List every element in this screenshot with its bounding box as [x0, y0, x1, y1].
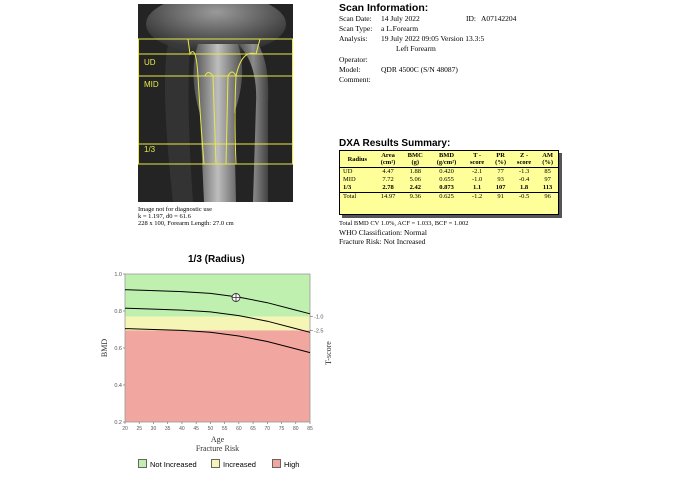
results-cell: -0.5 — [511, 193, 537, 202]
results-cell: 91 — [490, 193, 511, 202]
operator-label: Operator: — [339, 55, 368, 64]
results-cell: Total — [340, 193, 375, 202]
results-cell: 77 — [497, 168, 504, 175]
results-header-5 — [490, 151, 511, 168]
results-cell: 0.873 — [439, 184, 454, 191]
results-cell: 0.420 — [439, 168, 454, 175]
results-cell: 0.625 — [429, 193, 464, 202]
results-cell: -1.3 — [518, 168, 530, 175]
results-header-line-1: PR — [496, 152, 505, 159]
results-cell: -1.2 — [464, 193, 490, 202]
results-row — [340, 168, 558, 177]
x-tick-label: 45 — [193, 426, 199, 432]
scan-date-value: 14 July 2022 — [381, 14, 420, 23]
results-cell: 96 — [537, 193, 558, 202]
zone-not-increased — [125, 274, 310, 317]
results-header-line-2: (cm²) — [380, 159, 396, 166]
results-cell: 5.06 — [409, 176, 421, 183]
results-cell: 2.78 — [382, 184, 394, 191]
results-cell: 1.88 — [409, 168, 421, 175]
results-header-line-1: AM — [542, 152, 554, 159]
legend-label-increased: Increased — [223, 460, 256, 469]
model-value: QDR 4500C (S/N 48087) — [381, 65, 458, 74]
results-cell: 7.72 — [382, 176, 394, 183]
results-header-4 — [464, 151, 490, 168]
y-tick-label: 0.6 — [114, 346, 122, 352]
results-header-6 — [511, 151, 537, 168]
x-tick-label: 75 — [278, 426, 285, 432]
results-header-7 — [537, 151, 558, 168]
x-tick-label: 50 — [207, 426, 214, 432]
y-tick-label: 0.2 — [114, 420, 122, 426]
results-header-line-1: BMD — [438, 152, 455, 159]
results-header-line-1: BMC — [407, 152, 423, 159]
results-cell: 2.42 — [409, 184, 421, 191]
roi-label-third: 1/3 — [144, 145, 156, 154]
results-header-line-2: (%) — [495, 159, 507, 166]
bmd-age-chart — [95, 266, 340, 456]
x-tick-label: 85 — [307, 426, 313, 432]
results-row — [340, 184, 558, 193]
results-cell: -2.1 — [471, 168, 483, 175]
results-header-line-1: Radius — [347, 155, 368, 163]
x-tick-label: 40 — [179, 426, 185, 432]
x-tick-label: 20 — [122, 426, 128, 432]
results-cell: 4.47 — [382, 168, 394, 175]
results-table — [340, 151, 558, 201]
x-tick-label: 80 — [292, 426, 299, 432]
results-cell: 1.8 — [520, 184, 529, 191]
x-tick-label: 60 — [236, 426, 242, 432]
scan-info-title: Scan Information: — [339, 2, 429, 14]
results-table-box — [339, 150, 559, 215]
x-tick-label: 70 — [264, 426, 271, 432]
results-header-row — [340, 151, 558, 168]
results-cell: -0.4 — [518, 176, 530, 183]
results-cell: 113 — [542, 184, 553, 191]
model-label: Model: — [339, 65, 361, 74]
roi-label-ud: UD — [144, 58, 156, 67]
scan-date-label: Scan Date: — [339, 14, 372, 23]
legend-swatch-not-increased — [138, 459, 147, 468]
results-cell: 14.97 — [375, 193, 402, 202]
t-tick-label: -2.5 — [314, 328, 324, 335]
zone-increased — [125, 317, 310, 331]
x-tick-label: 30 — [150, 426, 157, 432]
results-row — [340, 176, 558, 184]
results-cell: 85 — [544, 168, 551, 175]
results-header-1 — [375, 151, 402, 168]
x-tick-label: 25 — [136, 426, 143, 432]
results-title: DXA Results Summary: — [339, 138, 451, 149]
legend-item-increased — [211, 459, 256, 469]
results-header-line-1: T - — [473, 152, 482, 159]
analysis-label: Analysis: — [339, 34, 368, 43]
results-footnote: Total BMD CV 1.0%, ACF = 1.033, BCF = 1.002 — [339, 220, 469, 227]
results-header-line-2: (g/cm²) — [436, 159, 457, 166]
results-header-3 — [429, 151, 464, 168]
results-cell: MID — [343, 176, 356, 183]
analysis-value: 19 July 2022 09:05 Version 13.3:5 — [381, 34, 485, 43]
results-header-line-2: score — [469, 159, 485, 166]
roi-label-mid: MID — [144, 80, 159, 89]
results-row — [340, 193, 558, 202]
t-tick-label: -1.0 — [314, 314, 324, 321]
zone-high — [125, 330, 310, 422]
scan-caption-line-3: 228 x 100, Forearm Length: 27.0 cm — [138, 220, 234, 227]
fracture-risk: Fracture Risk: Not Increased — [339, 237, 426, 246]
forearm-scan-graphic — [138, 4, 293, 202]
id-label: ID: — [466, 14, 476, 23]
results-cell: 1.1 — [473, 184, 482, 191]
y-axis-label: BMD — [100, 338, 109, 358]
results-cell: UD — [343, 168, 353, 175]
x-tick-label: 65 — [250, 426, 256, 432]
results-cell: -1.0 — [471, 176, 483, 183]
legend-swatch-high — [272, 459, 281, 468]
x-axis-label: Age — [210, 435, 225, 444]
x-axis-sublabel: Fracture Risk — [195, 444, 240, 453]
legend-label-not-increased: Not Increased — [150, 460, 197, 469]
legend-swatch-increased — [211, 459, 220, 468]
t-score-axis-label: T-score — [324, 341, 333, 365]
x-tick-label: 55 — [221, 426, 228, 432]
scan-caption-line-2: k = 1.197, d0 = 61.6 — [138, 213, 191, 220]
results-header-line-2: (g) — [411, 159, 420, 166]
y-tick-label: 0.8 — [114, 309, 122, 315]
results-cell: 93 — [497, 176, 504, 183]
scan-type-value: a L.Forearm — [381, 24, 419, 33]
x-tick-label: 35 — [164, 426, 171, 432]
legend-item-high — [272, 459, 299, 469]
results-header-line-1: Area — [381, 152, 395, 159]
results-cell: 97 — [544, 176, 551, 183]
results-header-line-2: (%) — [542, 159, 554, 166]
scan-caption-line-1: Image not for diagnostic use — [138, 206, 213, 213]
scan-type-label: Scan Type: — [339, 24, 373, 33]
legend-item-not-increased — [138, 459, 197, 469]
results-cell: 1/3 — [343, 184, 352, 191]
results-cell: 107 — [495, 184, 506, 191]
results-header-0 — [340, 151, 375, 168]
y-tick-label: 0.4 — [114, 383, 122, 389]
legend-label-high: High — [284, 460, 300, 469]
results-header-2 — [401, 151, 429, 168]
analysis-value-line-2: Left Forearm — [396, 44, 436, 53]
results-cell: 0.655 — [439, 176, 454, 183]
who-classification: WHO Classification: Normal — [339, 228, 427, 237]
results-header-line-1: Z - — [520, 152, 529, 159]
id-value: A07142204 — [481, 14, 517, 23]
results-header-line-2: score — [516, 159, 532, 166]
results-cell: 9.36 — [401, 193, 429, 202]
comment-label: Comment: — [339, 75, 371, 84]
y-tick-label: 1.0 — [114, 272, 122, 278]
dxa-scan-image — [138, 4, 293, 202]
chart-title: 1/3 (Radius) — [188, 254, 245, 265]
